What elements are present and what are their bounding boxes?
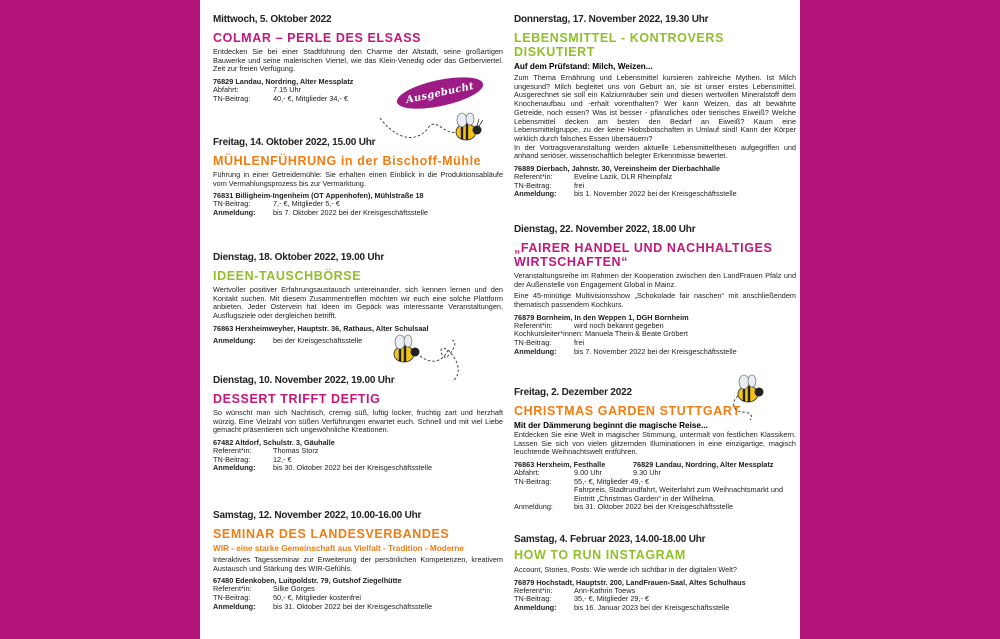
detail-row: Fahrpreis, Stadtrundfahrt, Weiterfahrt zum Weihnachtsmarkt und Eintritt „Christmas Garden“ in der Wilhelma. (574, 485, 783, 503)
event-location: 76863 Herxheimweyher, Hauptstr. 36, Rathaus, Alter Schulsaal (213, 323, 429, 333)
event-date: Dienstag, 22. November 2022, 18.00 Uhr (514, 224, 696, 235)
event-description: Account, Stories, Posts: Wie werde ich sichtbar in der digitalen Welt? (514, 565, 737, 574)
detail-row: Referent*in: wird noch bekannt gegeben (514, 320, 664, 330)
detail-row: Anmeldung: bis 31. Oktober 2022 bei der Kreisgeschäftsstelle (514, 502, 733, 512)
event-description-2: Eine 45-minütige Multivisionsshow „Schokolade fair naschen“ mit anschließendem thematisch passendem Kochkurs. (514, 291, 796, 310)
event-muehle (213, 137, 503, 218)
detail-row: TN-Beitrag: frei (514, 180, 585, 190)
detail-row: Anmeldung: bis 31. Oktober 2022 bei der Kreisgeschäftsstelle (213, 601, 432, 611)
detail-row: Referent*in: Silke Gorges (213, 584, 315, 594)
event-description: Interaktives Tagesseminar zur Erweiterung der persönlichen Kompetenzen, kreativem Austausch und Stärkung des WIR-Gefühls. (213, 555, 503, 573)
event-description: Zum Thema Ernährung und Lebensmittel kursieren zahlreiche Mythen. Ist Milch ungesund? Milch begleitet uns von Geburt an, sie ist unser erstes Lebensmittel. Ausgerechnet sie soll ein Kalziumräuber sein und diesen wertvollen Mineralstoff dem Knochenaufbau und -erhalt vorenthalten? Wer kann Weizen, das alt bewährte Getreide, noch essen? Was ist besser - pflanzliches oder tierisches Eiweiß? Welche Lebensmittel decken am besten den Bedarf an Eiweiß? Kaum eine Lebensmittelgruppe, zu der keine Hiobsbotschaften in Umlauf sind! Kann der Körper wirklich durch falsches Essen übersäuern? (514, 73, 796, 143)
event-description: Führung in einer Getreidemühle: Sie erhalten einen Einblick in die Produktionsabläufe vom Vermahlungsprozess bis zur Vermarktung. (213, 170, 503, 188)
detail-row: Anmeldung: bis 1. November 2022 bei der Kreisgeschäftsstelle (514, 189, 737, 199)
event-title: „FAIRER HANDEL UND NACHHALTIGES WIRTSCHAFTEN“ (514, 241, 773, 269)
event-subtitle: WIR - eine starke Gemeinschaft aus Vielfalt - Tradition - Moderne (213, 544, 464, 553)
event-dessert (213, 375, 503, 473)
event-title: HOW TO RUN INSTAGRAM (514, 548, 686, 562)
location-2: 76829 Landau, Nordring, Alter Messplatz (633, 460, 774, 470)
event-description: So wünscht man sich Nachtisch, cremig süß, luftig locker, fruchtig zart und herzhaft würzig. Eine Vielzahl von süßen Verführungen erwartet euch. Schnell und mit viel Liebe gemacht präsentieren sich ungewöhnliche Kreationen. (213, 408, 503, 435)
event-date: Freitag, 2. Dezember 2022 (514, 387, 632, 398)
event-seminar (213, 510, 503, 611)
event-subtitle: Auf dem Prüfstand: Milch, Weizen... (514, 62, 653, 71)
event-title: DESSERT TRIFFT DEFTIG (213, 392, 381, 406)
detail-row: TN-Beitrag: 50,- €, Mitglieder kostenfrei (213, 593, 362, 602)
event-date: Donnerstag, 17. November 2022, 19.30 Uhr (514, 14, 709, 25)
event-date: Mittwoch, 5. Oktober 2022 (213, 14, 332, 25)
event-description: Entdecken Sie bei einer Stadtführung den Charme der Altstadt, seine großartigen Bauwerke und seine malerischen Viertel, wie das Klein-Venedig oder das Gerberviertel. Zeit zur freien Verfügung. (213, 47, 503, 74)
event-title: LEBENSMITTEL - KONTROVERS DISKUTIERT (514, 31, 724, 59)
detail-row: Kochkursleiter*innen: Manuela Thein & Beate Gröbert (514, 329, 688, 339)
event-location: 76889 Dierbach, Jahnstr. 30, Vereinsheim der Dierbachhalle (514, 164, 721, 174)
event-date: Dienstag, 18. Oktober 2022, 19.00 Uhr (213, 252, 385, 263)
event-description: Entdecken Sie eine Welt in magischer Stimmung, untermalt von festlichen Klassikern. Lassen Sie sich von vielen glitzernden Illuminationen in eine einzigartige, magisch leuchtende Weihnachtswelt entführen. (514, 430, 796, 457)
detail-row: Anmeldung: bei der Kreisgeschäftsstelle (213, 335, 363, 345)
event-instagram (514, 534, 796, 612)
detail-row: Referent*in: Eveline Lazik, DLR Rheinpfalz (514, 172, 673, 182)
bee-icon (720, 372, 776, 422)
event-description: Veranstaltungsreihe im Rahmen der Kooperation zwischen den LandFrauen Pfalz und der Außenstelle von Engagement Global in Mainz. (514, 271, 796, 289)
detail-row: Anmeldung: bis 7. Oktober 2022 bei der Kreisgeschäftsstelle (213, 208, 428, 217)
departure-row: Abfahrt: 9.00 Uhr 9.30 Uhr (514, 468, 661, 478)
flyer-page (200, 0, 800, 639)
event-date: Samstag, 12. November 2022, 10.00-16.00 Uhr (213, 510, 422, 521)
detail-row: Referent*in: Thomas Storz (213, 446, 319, 456)
event-location: 76829 Landau, Nordring, Alter Messplatz (213, 77, 354, 87)
event-location: 76879 Hochstadt, Hauptstr. 200, LandFrauen-Saal, Altes Schulhaus (514, 577, 746, 587)
event-description-2: In der Vortragsveranstaltung werden aktuelle Lebensmittelthesen aufgegriffen und anhand seriöser, wissenschaftlich belegter Erkenntnisse bewertet. (514, 142, 796, 161)
location-1: 76863 Herxheim, Festhalle (514, 460, 606, 470)
detail-row: TN-Beitrag: 40,- €, Mitglieder 34,- € (213, 93, 349, 103)
detail-row: TN-Beitrag: 55,- €, Mitglieder 49,- € (514, 476, 650, 486)
sold-out-badge: Ausgebucht (394, 71, 485, 115)
event-title: MÜHLENFÜHRUNG in der Bischoff-Mühle (213, 154, 482, 168)
event-title: CHRISTMAS GARDEN STUTTGART (514, 404, 741, 418)
detail-row: Referent*in: Ann-Kathrin Toews (514, 585, 636, 595)
event-title: COLMAR – PERLE DES ELSASS (213, 31, 422, 45)
bee-icon (378, 106, 488, 148)
event-title: IDEEN-TAUSCHBÖRSE (213, 269, 362, 283)
event-lebensmittel (514, 14, 796, 199)
detail-row: Anmeldung: bis 7. November 2022 bei der Kreisgeschäftsstelle (514, 346, 737, 356)
event-location: 67482 Altdorf, Schulstr. 3, Gäuhalle (213, 438, 335, 448)
event-subtitle: Mit der Dämmerung beginnt die magische Reise... (514, 421, 708, 430)
detail-row: TN-Beitrag: 12,- € (213, 454, 292, 464)
event-location: 76879 Bornheim, In den Weppen 1, DGH Bornheim (514, 312, 689, 322)
bee-heart-icon (388, 330, 480, 386)
detail-row: TN-Beitrag: 35,- €, Mitglieder 29,- € (514, 594, 650, 604)
event-description: Wertvoller positiver Erfahrungsaustausch untereinander, sich kennen lernen und den Kontakt suchen. Mit diesem Zusammentreffen möchten wir euch eine solche Plattform anbieten. Jeder Ostervein hat Ideen im Gepäck was interessante Veranstaltungen, Ausflugsziele oder dergleichen betrifft. (213, 285, 503, 321)
event-date: Dienstag, 10. November 2022, 19.00 Uhr (213, 375, 395, 386)
detail-row: TN-Beitrag: 7,- €, Mitglieder 5,- € (213, 199, 340, 209)
event-date: Freitag, 14. Oktober 2022, 15.00 Uhr (213, 137, 376, 148)
event-fairer-handel (514, 224, 796, 356)
event-date: Samstag, 4. Februar 2023, 14.00-18.00 Uhr (514, 534, 706, 545)
detail-row: Anmeldung: bis 16. Januar 2023 bei der Kreisgeschäftsstelle (514, 602, 730, 612)
event-location: 67480 Edenkoben, Luitpoldstr. 79, Gutshof Ziegelhütte (213, 576, 402, 586)
event-location: 76831 Billigheim-Ingenheim (OT Appenhofen), Mühlstraße 18 (213, 191, 424, 201)
detail-row: TN-Beitrag: frei (514, 338, 585, 347)
event-title: SEMINAR DES LANDESVERBANDES (213, 527, 450, 541)
detail-row: Abfahrt: 7.15 Uhr (213, 85, 301, 95)
detail-row: Anmeldung: bis 30. Oktober 2022 bei der Kreisgeschäftsstelle (213, 463, 432, 473)
